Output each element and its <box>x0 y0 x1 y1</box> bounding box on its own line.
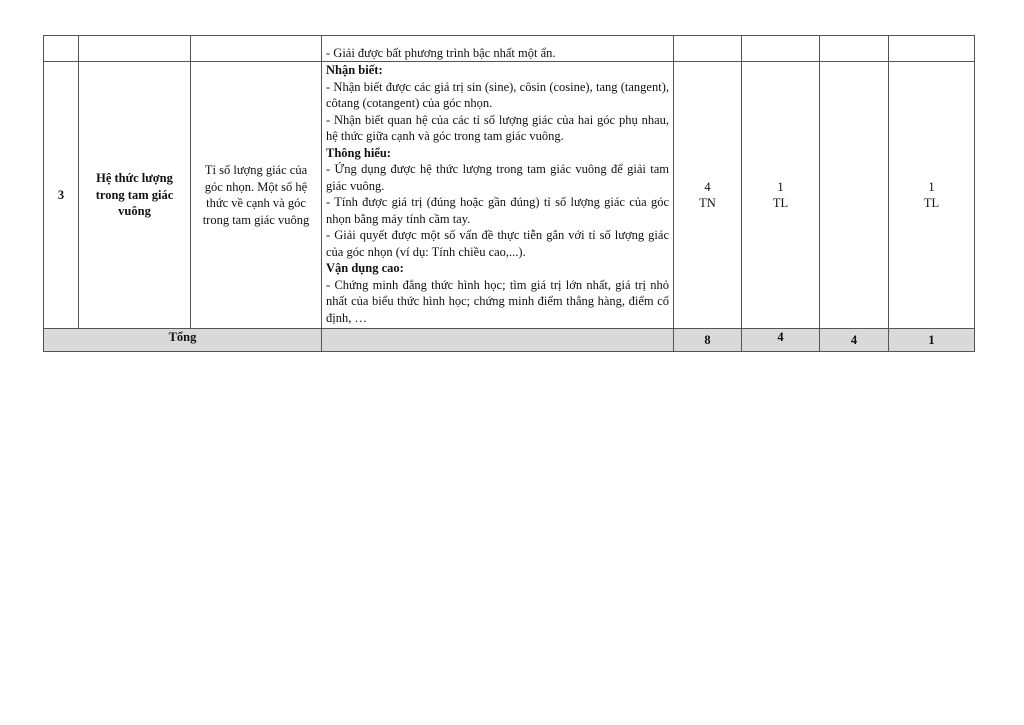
topic-cell: Hệ thức lượng trong tam giác vuông <box>79 62 191 329</box>
cell-empty <box>191 36 322 62</box>
nhan-biet-cell <box>674 62 742 329</box>
requirement-line: - Nhận biết được các giá trị sin (sine), côsin (cosine), tang (tangent), côtang (cotangent) của góc nhọn. <box>326 79 669 110</box>
cell-empty <box>674 36 742 62</box>
van-dung-cao-cell <box>889 62 975 329</box>
table-row <box>44 62 975 329</box>
question-count: 1 <box>777 179 784 194</box>
continuation-row <box>44 36 975 62</box>
level-title: Thông hiểu: <box>326 145 391 160</box>
requirement-line: - Giải quyết được một số vấn đề thực tiễn gắn với tỉ số lượng giác của góc nhọn (ví dụ: Tính chiều cao,...). <box>326 228 669 259</box>
question-form: TN <box>699 196 716 210</box>
total-label: Tổng <box>44 329 322 352</box>
level-title: Vận dụng cao: <box>326 261 404 275</box>
total-row <box>44 329 975 352</box>
total-nhan-biet: 8 <box>674 329 742 352</box>
question-form: TL <box>923 196 940 210</box>
question-count: 1 <box>928 179 935 194</box>
row-number: 3 <box>44 62 79 329</box>
question-form: TL <box>772 196 789 210</box>
requirement-line: - Tính được giá trị (đúng hoặc gần đúng) tỉ số lượng giác của góc nhọn bằng máy tính cầm tay. <box>326 195 669 226</box>
thong-hieu-cell <box>742 62 820 329</box>
cell-empty <box>889 36 975 62</box>
cell-empty <box>742 36 820 62</box>
requirement-line: - Giải được bất phương trình bậc nhất một ẩn. <box>326 45 556 60</box>
total-thong-hieu: 4 <box>742 329 820 352</box>
content-cell: Tỉ số lượng giác của góc nhọn. Một số hệ thức về cạnh và góc trong tam giác vuông <box>191 62 322 329</box>
van-dung-cell <box>820 62 889 329</box>
requirement-line: - Chứng minh đẳng thức hình học; tìm giá trị lớn nhất, giá trị nhỏ nhất của biểu thức hình học; chứng minh điểm thẳng hàng, điểm cố định, … <box>326 277 669 325</box>
requirement-line: - Ứng dụng được hệ thức lượng trong tam giác vuông để giải tam giác vuông. <box>326 162 669 193</box>
cell-empty <box>322 329 674 352</box>
question-count: 4 <box>704 179 711 194</box>
cell-empty <box>820 36 889 62</box>
cell-empty <box>44 36 79 62</box>
cell-empty <box>79 36 191 62</box>
requirement-line: - Nhận biết quan hệ của các tỉ số lượng giác của hai góc phụ nhau, hệ thức giữa cạnh và góc trong tam giác vuông. <box>326 112 669 143</box>
specification-table <box>43 35 975 352</box>
total-van-dung-cao: 1 <box>889 329 975 352</box>
total-van-dung: 4 <box>820 329 889 352</box>
level-title: Nhận biết: <box>326 63 383 77</box>
requirements-cell <box>322 62 674 329</box>
continuation-text <box>322 36 674 62</box>
